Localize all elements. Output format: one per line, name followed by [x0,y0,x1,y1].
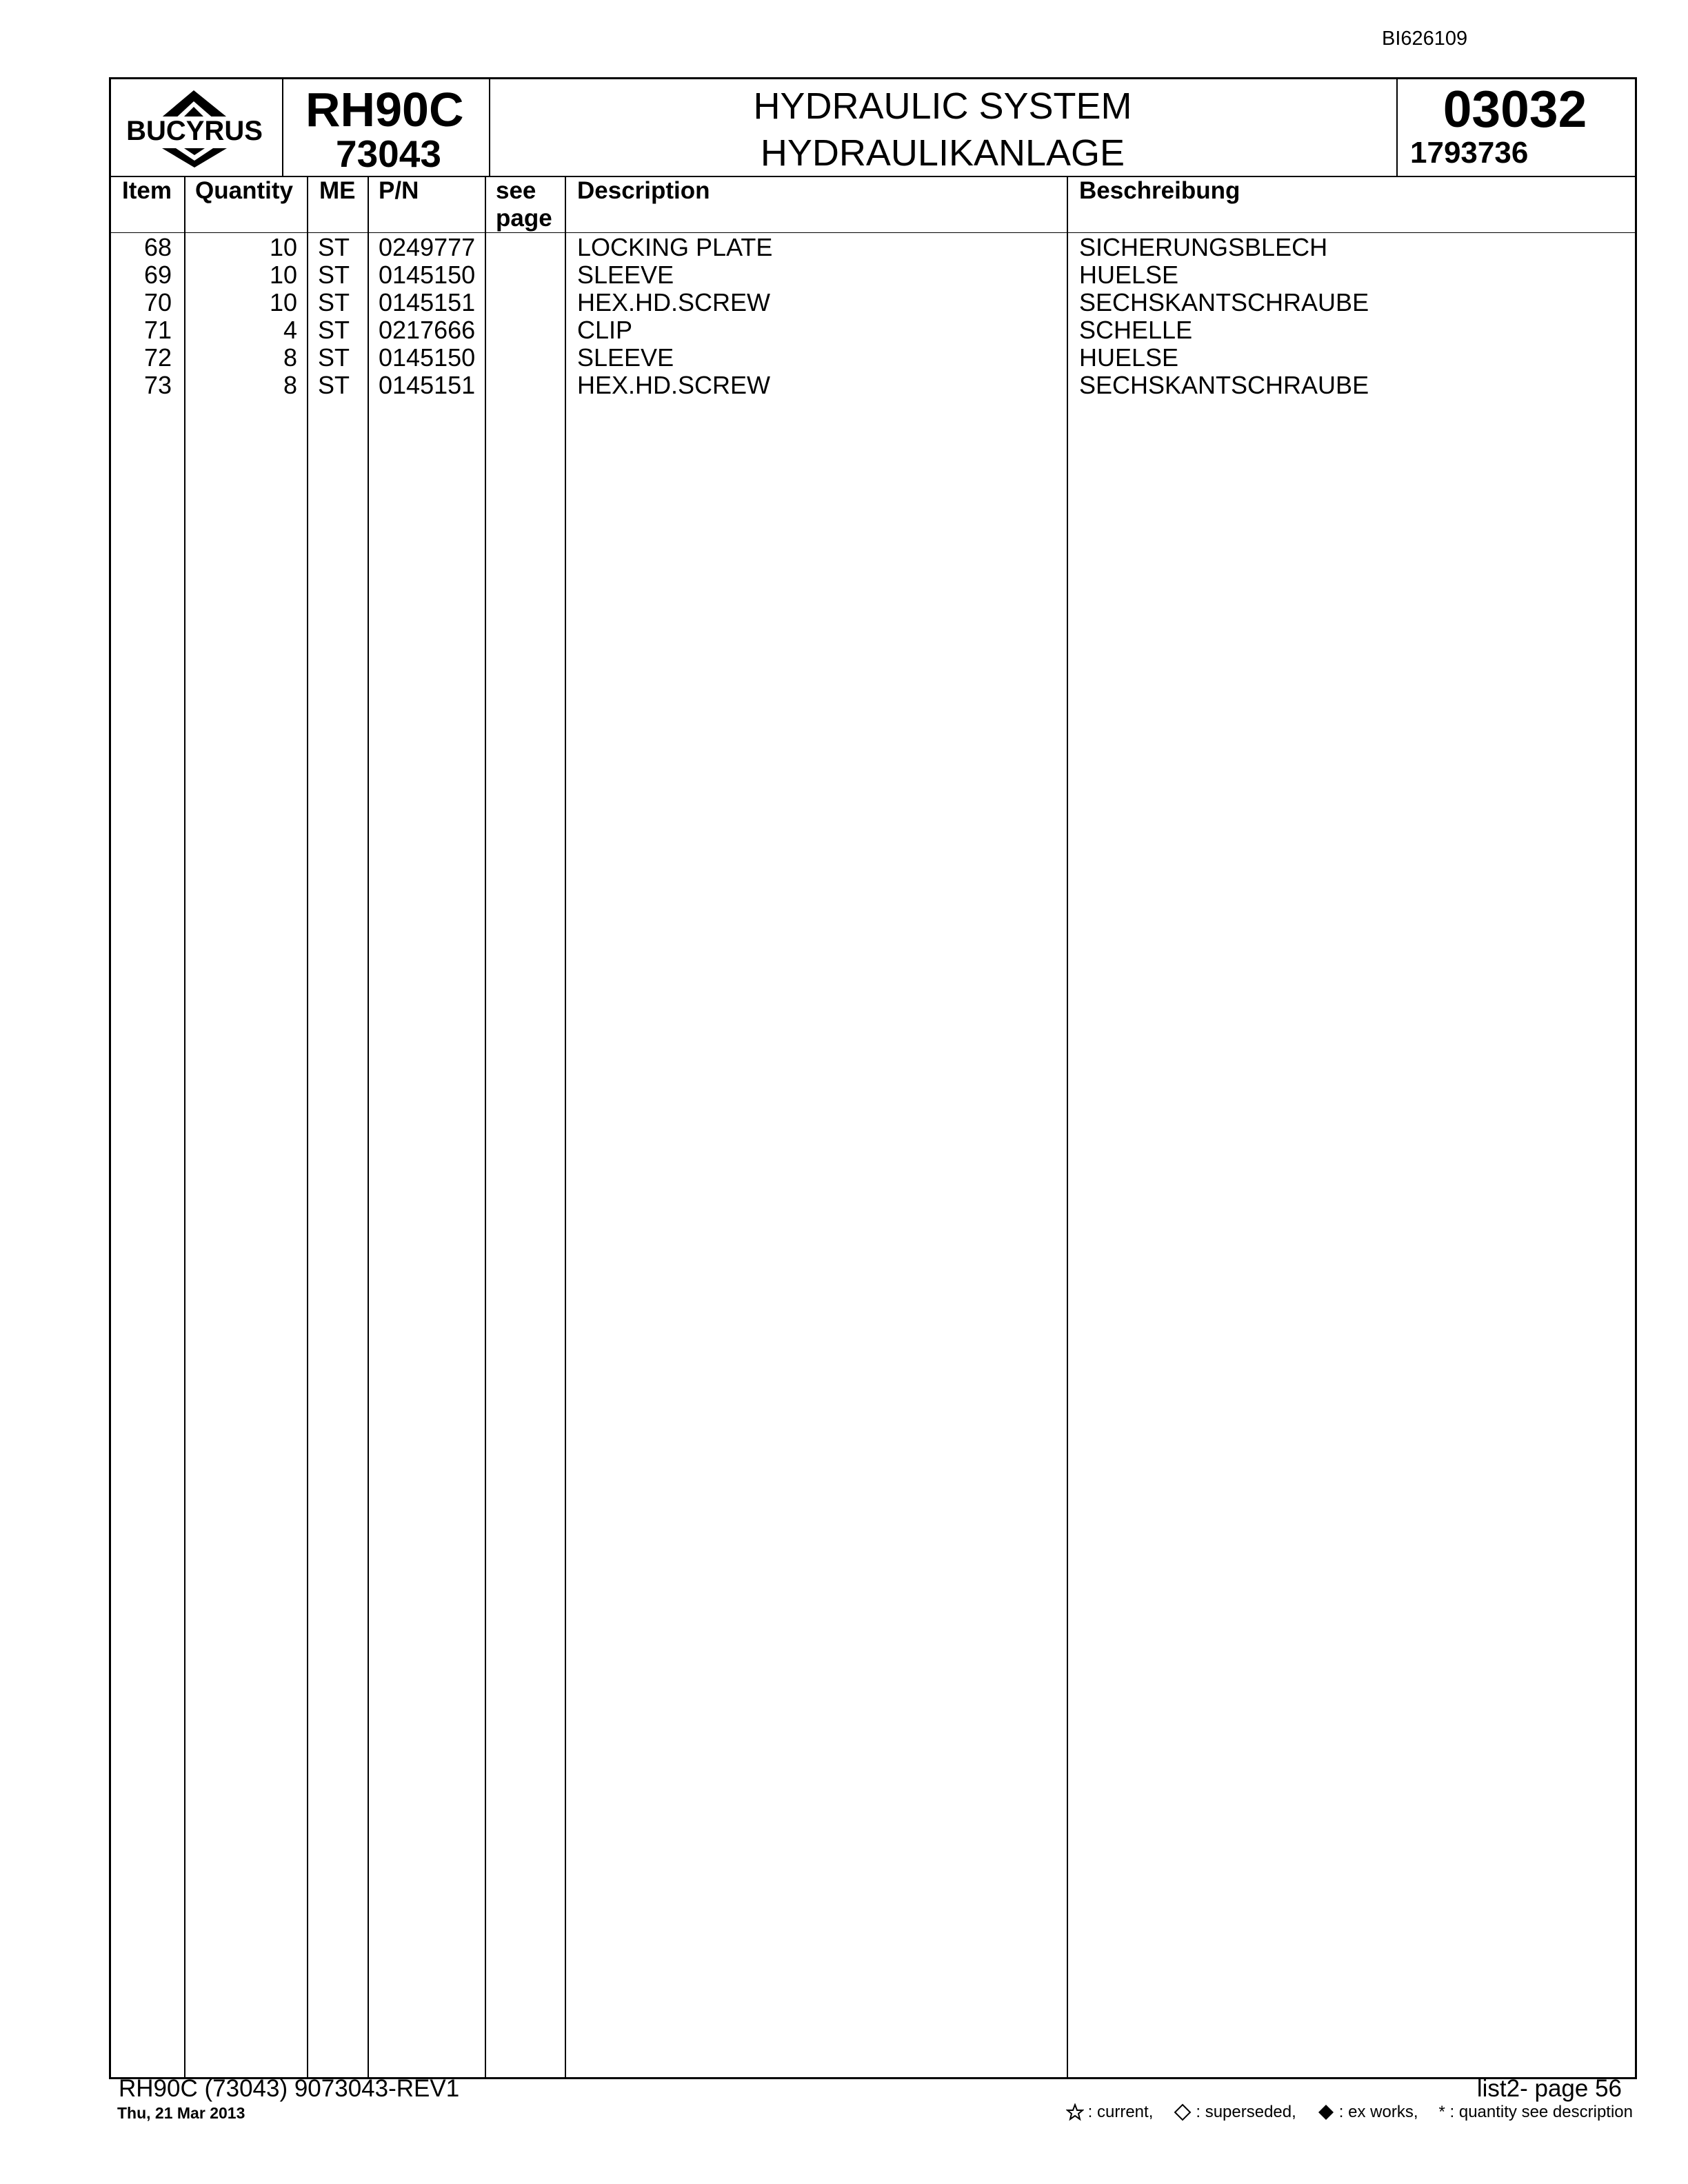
row-me: ST [318,261,350,289]
row-quantity: 4 [283,316,297,344]
row-description: LOCKING PLATE [577,233,773,261]
column-divider [485,176,486,2077]
parts-list-frame [109,77,1637,2079]
column-divider [1067,176,1068,2077]
row-item: 69 [143,261,172,289]
row-me: ST [318,343,350,372]
row-quantity: 8 [283,343,297,372]
star-outline-icon [1066,2103,1084,2121]
row-me: ST [318,371,350,399]
logo-text: BUCYRUS [126,116,263,146]
row-item: 72 [143,343,172,372]
row-beschreibung: SCHELLE [1079,316,1193,344]
footer-page-number: list2- page 56 [1476,2075,1622,2102]
title-english: HYDRAULIC SYSTEM [753,85,1132,127]
row-pn: 0217666 [379,316,476,344]
bucyrus-logo [118,86,271,169]
row-pn: 0145150 [379,261,476,289]
footer-date: Thu, 21 Mar 2013 [117,2104,245,2122]
row-me: ST [318,233,350,261]
row-pn: 0145151 [379,288,476,316]
row-description: CLIP [577,316,633,344]
column-header-pn: P/N [379,177,419,204]
header-divider [282,79,283,176]
row-beschreibung: HUELSE [1079,261,1179,289]
row-beschreibung: HUELSE [1079,343,1179,372]
column-header-quantity: Quantity [195,177,293,204]
row-me: ST [318,316,350,344]
column-header-item: Item [122,177,172,204]
row-item: 73 [143,371,172,399]
row-pn: 0145151 [379,371,476,399]
legend-quantity-label: * : quantity see description [1438,2103,1633,2121]
row-beschreibung: SECHSKANTSCHRAUBE [1079,288,1369,316]
diamond-filled-icon [1317,2103,1335,2121]
row-pn: 0249777 [379,233,476,261]
model-number: 73043 [336,132,441,175]
column-header-see-page: see page [496,177,552,232]
row-beschreibung: SECHSKANTSCHRAUBE [1079,371,1369,399]
model-name: RH90C [305,83,464,136]
legend-ex-works-label: : ex works, [1338,2103,1418,2121]
title-german: HYDRAULIKANLAGE [760,132,1125,174]
row-description: HEX.HD.SCREW [577,371,771,399]
row-me: ST [318,288,350,316]
row-quantity: 10 [269,233,297,261]
group-sub-number: 1793736 [1410,136,1529,170]
column-divider [368,176,369,2077]
legend-superseded-label: : superseded, [1196,2103,1296,2121]
row-quantity: 8 [283,371,297,399]
footer-legend [1066,2103,1633,2122]
row-quantity: 10 [269,288,297,316]
row-item: 68 [143,233,172,261]
row-quantity: 10 [269,261,297,289]
bucyrus-logo-mark [118,86,271,169]
diamond-outline-icon [1174,2103,1192,2121]
column-header-me: ME [319,177,356,204]
row-description: HEX.HD.SCREW [577,288,771,316]
column-divider [307,176,308,2077]
row-pn: 0145150 [379,343,476,372]
column-divider [184,176,185,2077]
column-header-description: Description [577,177,710,204]
row-item: 70 [143,288,172,316]
column-divider [565,176,566,2077]
footer-document-reference: RH90C (73043) 9073043-REV1 [119,2075,460,2102]
column-header-beschreibung: Beschreibung [1079,177,1240,204]
row-item: 71 [143,316,172,344]
row-beschreibung: SICHERUNGSBLECH [1079,233,1328,261]
document-id: BI626109 [1382,28,1468,50]
legend-current-label: : current, [1087,2103,1154,2121]
group-number: 03032 [1443,80,1587,138]
row-description: SLEEVE [577,261,674,289]
row-description: SLEEVE [577,343,674,372]
